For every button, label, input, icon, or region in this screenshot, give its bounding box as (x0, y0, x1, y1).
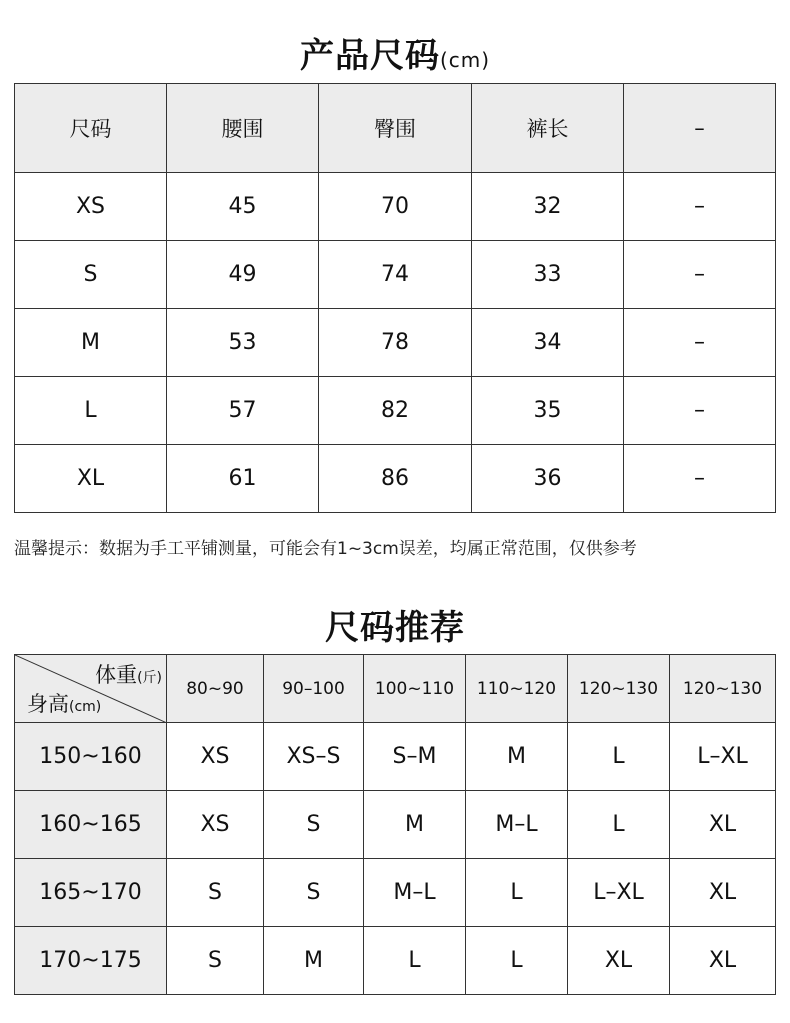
recommended-size-cell: S (264, 791, 364, 859)
size-chart-title-unit: (cm) (439, 48, 491, 72)
size-chart-table (14, 83, 776, 513)
recommended-size-cell: L (568, 791, 670, 859)
size-cell: M (15, 309, 167, 377)
height-label-text: 身高 (27, 692, 69, 716)
recommended-size-cell: L–XL (670, 723, 776, 791)
extra-cell: – (624, 241, 776, 309)
table-row (15, 859, 776, 927)
length-cell: 34 (472, 309, 624, 377)
table-row (15, 377, 776, 445)
weight-unit-text: (斤) (137, 670, 162, 686)
table-row (15, 723, 776, 791)
size-chart-header-row (15, 84, 776, 173)
height-range-cell: 170~175 (15, 927, 167, 995)
weight-header-cell: 90–100 (264, 655, 364, 723)
recommended-size-cell: XL (670, 791, 776, 859)
recommended-size-cell: XS (167, 791, 264, 859)
weight-label-text: 体重 (95, 663, 138, 687)
table-row (15, 309, 776, 377)
weight-axis-label (95, 659, 162, 689)
recommended-size-cell: L (466, 859, 568, 927)
hip-cell: 70 (319, 173, 472, 241)
height-range-cell: 150~160 (15, 723, 167, 791)
weight-header-cell: 120~130 (568, 655, 670, 723)
length-cell: 35 (472, 377, 624, 445)
recommended-size-cell: XL (670, 859, 776, 927)
size-recommendation-table (14, 654, 776, 995)
hip-cell: 74 (319, 241, 472, 309)
recommended-size-cell: S (167, 859, 264, 927)
table-row (15, 927, 776, 995)
recommended-size-cell: M–L (364, 859, 466, 927)
height-unit-text: (cm) (69, 699, 102, 715)
waist-cell: 61 (167, 445, 319, 513)
recommended-size-cell: M (364, 791, 466, 859)
recommendation-title: 尺码推荐 (325, 608, 465, 648)
waist-cell: 53 (167, 309, 319, 377)
table-row (15, 173, 776, 241)
length-cell: 33 (472, 241, 624, 309)
extra-cell: – (624, 377, 776, 445)
recommended-size-cell: L (364, 927, 466, 995)
recommendation-header-row (15, 655, 776, 723)
size-cell: XL (15, 445, 167, 513)
table-row (15, 445, 776, 513)
waist-cell: 57 (167, 377, 319, 445)
measurement-note: 温馨提示：数据为手工平铺测量，可能会有1~3cm误差，均属正常范围，仅供参考 (14, 539, 637, 559)
size-chart-header-cell: 尺码 (15, 84, 167, 173)
weight-header-cell: 110~120 (466, 655, 568, 723)
size-chart-title (0, 28, 790, 77)
waist-cell: 49 (167, 241, 319, 309)
height-range-cell: 160~165 (15, 791, 167, 859)
size-chart-header-cell: 臀围 (319, 84, 472, 173)
recommended-size-cell: M–L (466, 791, 568, 859)
hip-cell: 82 (319, 377, 472, 445)
length-cell: 32 (472, 173, 624, 241)
hip-cell: 86 (319, 445, 472, 513)
table-row (15, 241, 776, 309)
recommended-size-cell: M (264, 927, 364, 995)
corner-header-cell (15, 655, 167, 723)
weight-header-cell: 100~110 (364, 655, 466, 723)
recommended-size-cell: XL (568, 927, 670, 995)
extra-cell: – (624, 173, 776, 241)
weight-header-cell: 120~130 (670, 655, 776, 723)
size-chart-title-text: 产品尺码 (299, 36, 440, 76)
size-cell: XS (15, 173, 167, 241)
size-chart-header-cell: 裤长 (472, 84, 624, 173)
recommended-size-cell: M (466, 723, 568, 791)
recommended-size-cell: XS (167, 723, 264, 791)
recommended-size-cell: L–XL (568, 859, 670, 927)
extra-cell: – (624, 309, 776, 377)
height-range-cell: 165~170 (15, 859, 167, 927)
extra-cell: – (624, 445, 776, 513)
recommended-size-cell: L (568, 723, 670, 791)
size-chart-header-cell: – (624, 84, 776, 173)
recommended-size-cell: S (264, 859, 364, 927)
size-cell: S (15, 241, 167, 309)
size-chart-header-cell: 腰围 (167, 84, 319, 173)
height-axis-label (27, 688, 101, 718)
recommended-size-cell: XS–S (264, 723, 364, 791)
length-cell: 36 (472, 445, 624, 513)
size-cell: L (15, 377, 167, 445)
recommended-size-cell: XL (670, 927, 776, 995)
weight-header-cell: 80~90 (167, 655, 264, 723)
recommended-size-cell: S (167, 927, 264, 995)
recommended-size-cell: S–M (364, 723, 466, 791)
table-row (15, 791, 776, 859)
hip-cell: 78 (319, 309, 472, 377)
recommended-size-cell: L (466, 927, 568, 995)
waist-cell: 45 (167, 173, 319, 241)
